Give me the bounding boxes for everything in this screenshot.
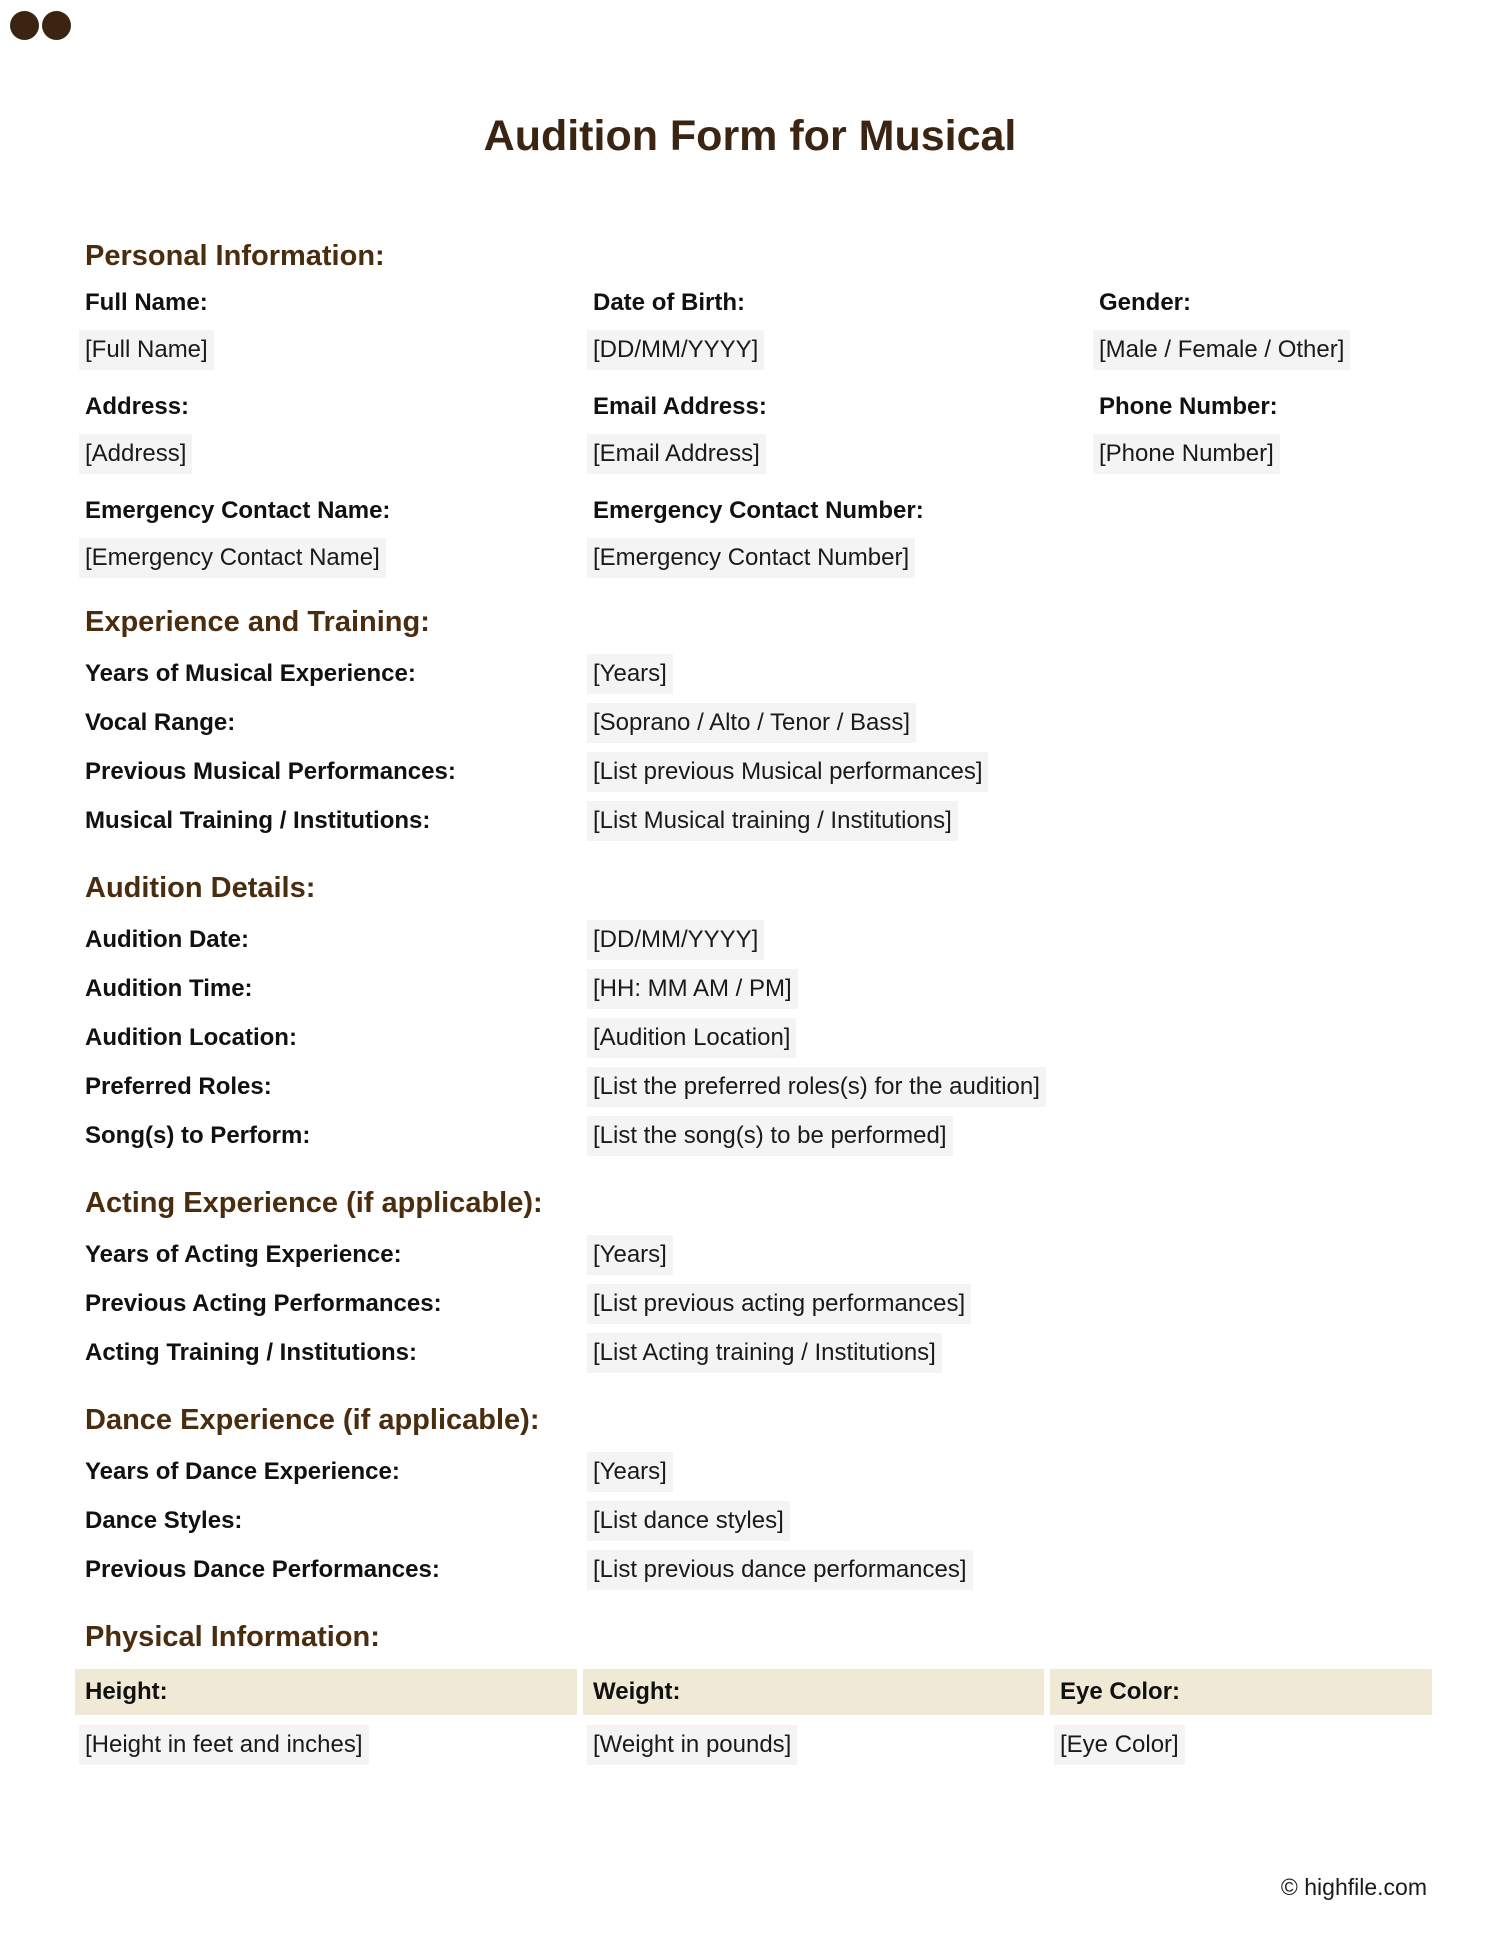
form-row <box>85 654 1432 697</box>
years-acting-experience-placeholder[interactable]: [Years] <box>587 1235 673 1275</box>
emergency-contact-name-placeholder[interactable]: [Emergency Contact Name] <box>79 538 386 578</box>
form-row <box>85 1501 1432 1544</box>
field-label: Audition Time: <box>85 975 253 1002</box>
personal-row-2 <box>85 392 1432 474</box>
emergency-contact-number-placeholder[interactable]: [Emergency Contact Number] <box>587 538 915 578</box>
section-heading-acting: Acting Experience (if applicable): <box>85 1187 543 1219</box>
address-placeholder[interactable]: [Address] <box>79 434 192 474</box>
field-label: Acting Training / Institutions: <box>85 1339 417 1366</box>
weight-placeholder[interactable]: [Weight in pounds] <box>587 1725 797 1765</box>
field-label: Previous Musical Performances: <box>85 758 456 785</box>
previous-dance-performances-placeholder[interactable]: [List previous dance performances] <box>587 1550 973 1590</box>
songs-to-perform-placeholder[interactable]: [List the song(s) to be performed] <box>587 1116 953 1156</box>
section-heading-personal: Personal Information: <box>85 240 385 272</box>
field-label: Dance Styles: <box>85 1507 243 1534</box>
logo-dot-icon <box>42 11 71 40</box>
form-row <box>85 1116 1432 1159</box>
form-row <box>85 1284 1432 1327</box>
form-row <box>85 920 1432 963</box>
form-row <box>85 801 1432 844</box>
logo-dot-icon <box>10 11 39 40</box>
form-row <box>85 1333 1432 1376</box>
full-name-placeholder[interactable]: [Full Name] <box>79 330 214 370</box>
field-label: Phone Number: <box>1099 393 1278 420</box>
phone-number-placeholder[interactable]: [Phone Number] <box>1093 434 1280 474</box>
field-emergency-contact-name <box>85 496 593 578</box>
field-label: Emergency Contact Name: <box>85 497 391 524</box>
years-musical-experience-placeholder[interactable]: [Years] <box>587 654 673 694</box>
audition-date-placeholder[interactable]: [DD/MM/YYYY] <box>587 920 764 960</box>
field-label: Audition Location: <box>85 1024 297 1051</box>
footer-credit: © highfile.com <box>1280 1874 1427 1900</box>
field-email-address <box>593 392 1099 474</box>
field-full-name <box>85 288 593 370</box>
field-label: Gender: <box>1099 289 1192 316</box>
date-of-birth-placeholder[interactable]: [DD/MM/YYYY] <box>587 330 764 370</box>
table-header-eye-color: Eye Color: <box>1050 1669 1432 1715</box>
table-header-weight: Weight: <box>583 1669 1044 1715</box>
form-row <box>85 703 1432 746</box>
field-label: Full Name: <box>85 289 208 316</box>
field-date-of-birth <box>593 288 1099 370</box>
preferred-roles-placeholder[interactable]: [List the preferred roles(s) for the audition] <box>587 1067 1046 1107</box>
section-heading-dance: Dance Experience (if applicable): <box>85 1404 540 1436</box>
section-heading-physical: Physical Information: <box>85 1621 380 1653</box>
field-label: Date of Birth: <box>593 289 745 316</box>
personal-row-1 <box>85 288 1432 370</box>
height-placeholder[interactable]: [Height in feet and inches] <box>79 1725 369 1765</box>
musical-training-placeholder[interactable]: [List Musical training / Institutions] <box>587 801 958 841</box>
form-row <box>85 752 1432 795</box>
form-row <box>85 1235 1432 1278</box>
previous-musical-performances-placeholder[interactable]: [List previous Musical performances] <box>587 752 988 792</box>
form-row <box>85 1452 1432 1495</box>
section-heading-experience: Experience and Training: <box>85 606 430 638</box>
table-header-height: Height: <box>75 1669 577 1715</box>
logo <box>10 11 71 40</box>
field-label: Address: <box>85 393 190 420</box>
field-label: Vocal Range: <box>85 709 236 736</box>
field-label: Years of Acting Experience: <box>85 1241 402 1268</box>
form-content <box>85 238 1432 1765</box>
field-label: Emergency Contact Number: <box>593 497 924 524</box>
form-row <box>85 1018 1432 1061</box>
personal-row-3 <box>85 496 1432 578</box>
years-dance-experience-placeholder[interactable]: [Years] <box>587 1452 673 1492</box>
form-row <box>85 1067 1432 1110</box>
audition-location-placeholder[interactable]: [Audition Location] <box>587 1018 796 1058</box>
form-row <box>85 1550 1432 1593</box>
vocal-range-placeholder[interactable]: [Soprano / Alto / Tenor / Bass] <box>587 703 916 743</box>
field-label: Previous Dance Performances: <box>85 1556 440 1583</box>
physical-info-table-header <box>75 1669 1432 1715</box>
eye-color-placeholder[interactable]: [Eye Color] <box>1054 1725 1185 1765</box>
field-label: Years of Musical Experience: <box>85 660 416 687</box>
field-gender <box>1099 288 1432 370</box>
form-row <box>85 969 1432 1012</box>
field-address <box>85 392 593 474</box>
previous-acting-performances-placeholder[interactable]: [List previous acting performances] <box>587 1284 971 1324</box>
physical-info-table-values <box>75 1725 1432 1765</box>
email-address-placeholder[interactable]: [Email Address] <box>587 434 766 474</box>
field-label: Preferred Roles: <box>85 1073 272 1100</box>
gender-placeholder[interactable]: [Male / Female / Other] <box>1093 330 1350 370</box>
field-label: Email Address: <box>593 393 767 420</box>
field-label: Musical Training / Institutions: <box>85 807 431 834</box>
acting-training-placeholder[interactable]: [List Acting training / Institutions] <box>587 1333 942 1373</box>
field-emergency-contact-number <box>593 496 1099 578</box>
field-label: Previous Acting Performances: <box>85 1290 442 1317</box>
audition-time-placeholder[interactable]: [HH: MM AM / PM] <box>587 969 798 1009</box>
field-label: Song(s) to Perform: <box>85 1122 311 1149</box>
field-label: Years of Dance Experience: <box>85 1458 400 1485</box>
field-phone-number <box>1099 392 1432 474</box>
page-title: Audition Form for Musical <box>483 112 1017 160</box>
section-heading-audition: Audition Details: <box>85 872 316 904</box>
empty-cell <box>1099 496 1432 578</box>
field-label: Audition Date: <box>85 926 249 953</box>
dance-styles-placeholder[interactable]: [List dance styles] <box>587 1501 790 1541</box>
